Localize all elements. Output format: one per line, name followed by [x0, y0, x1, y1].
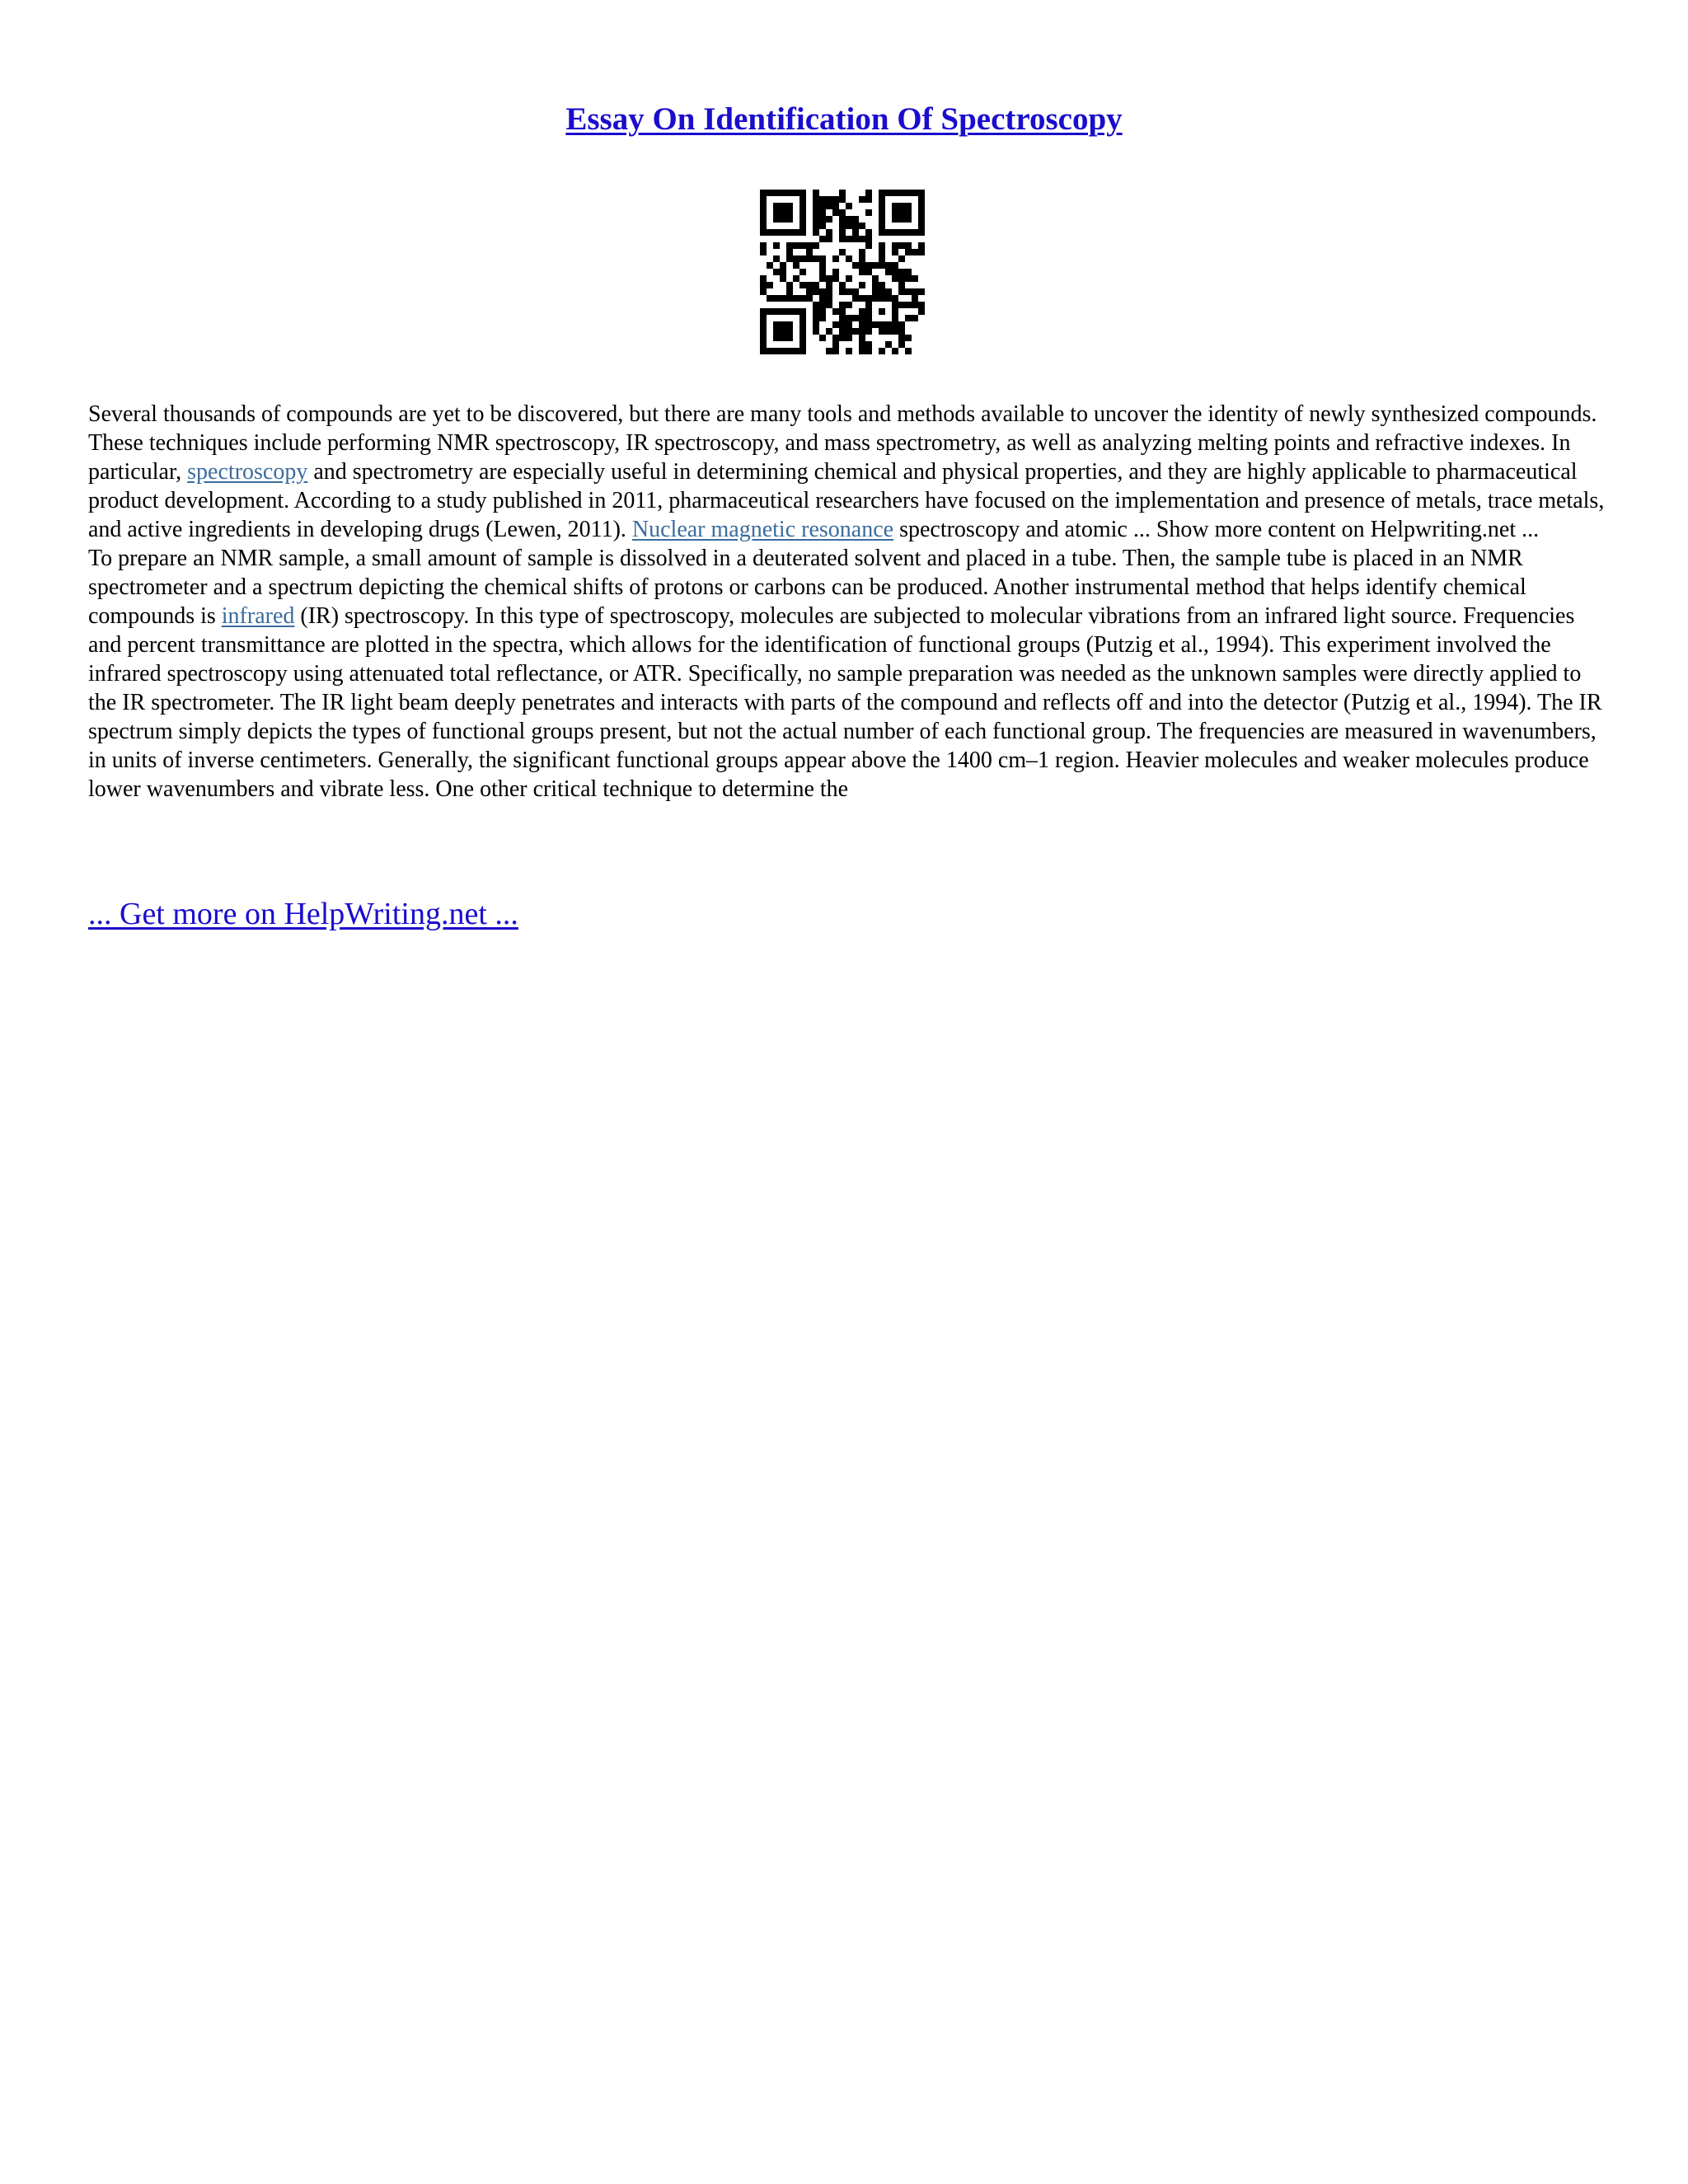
get-more-link[interactable]: ... Get more on HelpWriting.net ... [88, 897, 518, 931]
paragraph-2-text-b: (IR) spectroscopy. In this type of spectroscopy, molecules are subjected to molecular vibrations from an infrared light source. Frequencies and percent transmittance are plotted in the spectra, which allows for the identification of functional groups (Putzig et al., 1994). This experiment involved the infrared spectroscopy using attenuated total reflectance, or ATR. Specifically, no sample preparation was needed as the unknown samples were directly applied to the IR spectrometer. The IR light beam deeply penetrates and interacts with parts of the compound and reflects off and into the detector (Putzig et al., 1994). The IR spectrum simply depicts the types of functional groups present, but not the actual number of each functional group. The frequencies are measured in wavenumbers, in units of inverse centimeters. Generally, the significant functional groups appear above the 1400 cm–1 region. Heavier molecules and weaker molecules produce lower wavenumbers and vibrate less. One other critical technique to determine the [88, 603, 1602, 802]
paragraph-1-text-a: Several thousands of compounds are yet to be discovered, but there are many tools and methods available to uncover the identity of newly synthesized compounds. These techniques include performing NMR spectroscopy, IR spectroscopy, and mass spectrometry, as well as analyzing melting points and refractive indexes. In particular, [88, 401, 1597, 485]
essay-body [88, 400, 1605, 804]
more-link-container [88, 894, 518, 934]
paragraph-2-text-a: To prepare an NMR sample, a small amount of sample is dissolved in a deuterated solvent and placed in a tube. Then, the sample tube is placed in an NMR spectrometer and a spectrum depicting the chemical shifts of protons or carbons can be produced. Another instrumental method that helps identify chemical compounds is [88, 546, 1526, 629]
qr-code-icon [760, 190, 925, 354]
paragraph-2 [88, 544, 1605, 804]
paragraph-1 [88, 400, 1605, 544]
paragraph-1-text-b: and spectrometry are especially useful in determining chemical and physical properties, and they are highly applicable to pharmaceutical product development. According to a study published in 2011, pharmaceutical researchers have focused on the implementation and presence of metals, trace metals, and active ingredients in developing drugs (Lewen, 2011). [88, 459, 1605, 542]
essay-title-link[interactable]: Essay On Identification Of Spectroscopy [565, 101, 1123, 137]
nuclear-magnetic-resonance-link[interactable]: Nuclear magnetic resonance [631, 517, 894, 542]
paragraph-1-text-c: spectroscopy and atomic ... Show more content on Helpwriting.net ... [893, 517, 1540, 542]
spectroscopy-link[interactable]: spectroscopy [187, 459, 308, 485]
title-container [0, 101, 1688, 138]
infrared-link[interactable]: infrared [221, 603, 295, 629]
